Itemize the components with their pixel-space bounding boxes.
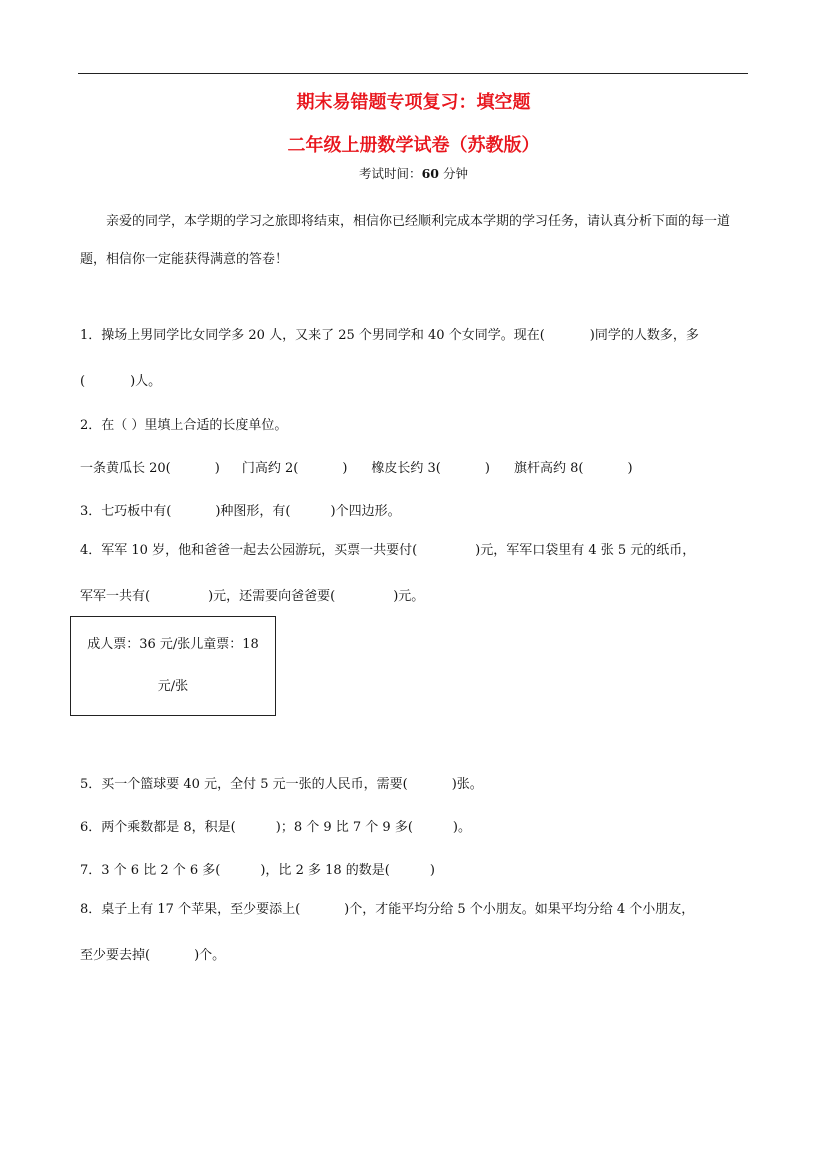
question-6: [80, 816, 748, 835]
q7-text-c: ): [429, 863, 435, 878]
exam-time: [0, 164, 827, 182]
question-4: [80, 528, 748, 620]
q6-text-b: )；8 个 9 比 7 个 9 多(: [275, 820, 413, 835]
q4-text-b: )元，军军口袋里有 4 张 5 元的纸币，: [475, 543, 696, 558]
ticket-price-box: [70, 616, 276, 716]
q1-text-b: )同学的人数多，多: [589, 328, 699, 343]
q4-text-d: )元，还需要向爸爸要(: [208, 589, 336, 604]
question-2: 2．在（ ）里填上合适的长度单位。: [80, 418, 288, 433]
q5-text-b: )张。: [451, 777, 483, 792]
page-subtitle: 二年级上册数学试卷（苏教版）: [287, 135, 540, 156]
q8-text-b: )个，才能平均分给 5 个小朋友。如果平均分给 4 个小朋友，: [344, 902, 695, 917]
q3-text-b: )种图形，有(: [215, 504, 291, 519]
page-title: 期末易错题专项复习：填空题: [296, 92, 531, 113]
q6-text-c: )。: [452, 820, 471, 835]
question-3: [80, 500, 748, 519]
q4-text-e: )元。: [393, 589, 425, 604]
q1-text-a: 1．操场上男同学比女同学多 20 人，又来了 25 个男同学和 40 个女同学。现在(: [80, 328, 545, 343]
q3-text-c: )个四边形。: [330, 504, 401, 519]
q1-text-c: (: [80, 374, 86, 389]
q2-item-3: 橡皮长约 3(: [371, 461, 441, 476]
q7-text-b: )，比 2 多 18 的数是(: [260, 863, 390, 878]
q1-text-d: )人。: [130, 374, 162, 389]
exam-time-unit: 分钟: [438, 166, 468, 181]
q5-text-a: 5．买一个篮球要 40 元，全付 5 元一张的人民币，需要(: [80, 777, 408, 792]
intro-paragraph: 亲爱的同学，本学期的学习之旅即将结束，相信你已经顺利完成本学期的学习任务，请认真分析下面的每一道题，相信你一定能获得满意的答卷！: [80, 214, 731, 267]
q8-text-d: )个。: [194, 948, 226, 963]
header-rule: [78, 73, 748, 74]
q2-item-2: 门高约 2(: [241, 461, 299, 476]
q3-text-a: 3．七巧板中有(: [80, 504, 172, 519]
exam-time-value: 60: [421, 166, 439, 181]
q2-item-1: 一条黄瓜长 20(: [80, 461, 171, 476]
ticket-price-line-1: 成人票：36 元/张儿童票：18: [87, 637, 259, 652]
exam-time-label: 考试时间：: [359, 166, 422, 181]
q8-text-c: 至少要去掉(: [80, 948, 151, 963]
q8-text-a: 8．桌子上有 17 个苹果，至少要添上(: [80, 902, 301, 917]
ticket-price-line-2: 元/张: [157, 679, 189, 694]
question-5: [80, 773, 748, 792]
q7-text-a: 7．3 个 6 比 2 个 6 多(: [80, 863, 221, 878]
q2-item-2-close: ): [342, 461, 348, 476]
q2-item-4: 旗杆高约 8(: [513, 461, 584, 476]
q4-text-c: 军军一共有(: [80, 589, 151, 604]
q4-text-a: 4．军军 10 岁，他和爸爸一起去公园游玩，买票一共要付(: [80, 543, 418, 558]
question-2-items: [80, 457, 748, 476]
q2-item-1-close: ): [214, 461, 220, 476]
q6-text-a: 6．两个乘数都是 8，积是(: [80, 820, 236, 835]
question-8: [80, 887, 748, 979]
question-1: [80, 313, 748, 405]
question-7: [80, 859, 748, 878]
q2-item-3-close: ): [484, 461, 490, 476]
q2-item-4-close: ): [627, 461, 633, 476]
